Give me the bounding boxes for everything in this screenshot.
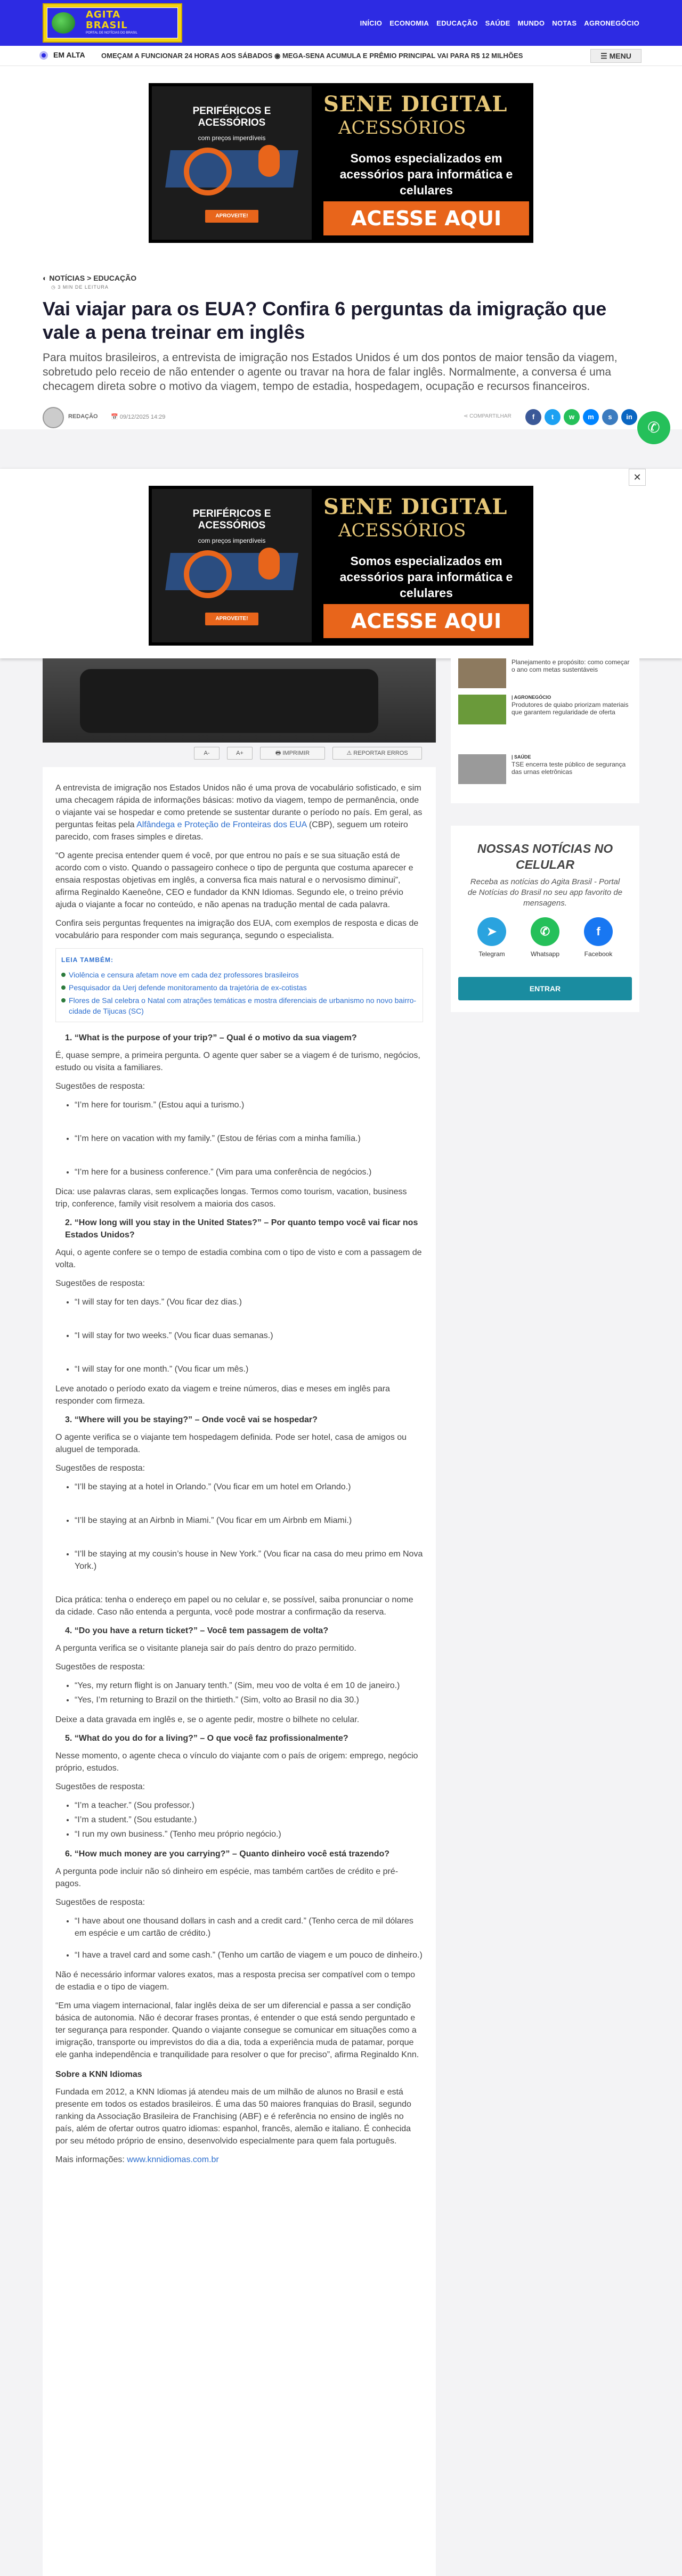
news-thumbnail <box>458 754 506 784</box>
sidebar-news-item[interactable] <box>458 695 634 727</box>
tip-paragraph: Dica: use palavras claras, sem explicações longas. Termos como tourism, vacation, business trip, conference, family visit resolvem a maioria dos casos. <box>55 1187 407 1209</box>
share-label: ⋖ COMPARTILHAR <box>464 413 512 419</box>
answer-item: • “I have about one thousand dollars in cash and a credit card.” (Tenho cerca de mil dólares em espécie e um cartão de crédito.) <box>75 1915 423 1939</box>
news-title[interactable]: Planejamento e propósito: como começar o ano com metas sustentáveis <box>512 658 630 673</box>
nav-item-agronegocio[interactable]: AGRONEGÓCIO <box>584 19 639 27</box>
more-info <box>55 2154 423 2166</box>
answer-list <box>75 1296 423 1375</box>
facebook-label[interactable]: Facebook <box>584 950 613 958</box>
sticky-mouse-image <box>258 548 280 580</box>
answer-list <box>75 1680 423 1706</box>
ad-left-button[interactable]: APROVEITE! <box>205 210 258 223</box>
top-ad-area <box>0 66 682 259</box>
answer-item: • “I will stay for two weeks.” (Vou ficar duas semanas.) <box>75 1330 423 1342</box>
menu-button[interactable]: ☰ MENU <box>590 49 642 63</box>
whatsapp-icon[interactable]: ✆ <box>531 917 559 946</box>
question-heading: 4. “Do you have a return ticket?” – Você tem passagem de volta? <box>65 1626 329 1635</box>
mobile-box-subtitle: Receba as notícias do Agita Brasil - Portal de Notícias do Brasil no seu app favorito de mensagens. <box>467 877 623 908</box>
sticky-ad-overlay <box>0 469 682 658</box>
answer-item: • “I’m here on vacation with my family.” (Estou de férias com a minha família.) <box>75 1132 423 1145</box>
article-header <box>0 259 682 429</box>
main-nav <box>360 19 639 27</box>
suggestions-label: Sugestões de resposta: <box>55 1782 145 1791</box>
about-paragraph: Fundada em 2012, a KNN Idiomas já atendeu mais de um milhão de alunos no Brasil e está presente em todos os estados brasileiros. É uma das 50 maiores franquias do Brasil, segundo ranking da Associação Brasileira de Franchising (ABF) e é referência no ensino de inglês no país, além de ofertar outros quatro idiomas: espanhol, francês, alemão e italiano. É conhecida por seu método próprio de ensino, desenvolvido especialmente para quem fala português. <box>55 2088 411 2146</box>
sticky-ad-brand: SENE DIGITAL <box>323 494 508 519</box>
telegram-icon[interactable]: ➤ <box>477 917 506 946</box>
report-error-button[interactable]: ⚠ REPORTAR ERROS <box>332 747 422 760</box>
logo-panel <box>47 7 178 38</box>
paragraph: Aqui, o agente confere se o tempo de estadia combina com o tipo de visto e com a passagem de volta. <box>55 1248 422 1269</box>
answer-item: • “I’m here for a business conference.” (Vim para uma conferência de negócios.) <box>75 1166 423 1178</box>
article-meta <box>43 407 639 424</box>
answer-list <box>75 1799 423 1840</box>
paragraph: A pergunta pode incluir não só dinheiro em espécie, mas também cartões de crédito e pré-pagos. <box>55 1867 399 1888</box>
question-heading: 3. “Where will you be staying?” – Onde você vai se hospedar? <box>65 1415 318 1424</box>
mouse-image <box>258 145 280 177</box>
sticky-headset-image <box>184 550 232 598</box>
read-time: ◷ 3 MIN DE LEITURA <box>51 284 109 290</box>
answer-item: • “I’m here for tourism.” (Estou aqui a turismo.) <box>75 1099 423 1111</box>
top-header <box>0 0 682 46</box>
read-time-text: 3 MIN DE LEITURA <box>58 284 109 290</box>
tip-paragraph: Leve anotado o período exato da viagem e treine números, dias e meses em inglês para responder com firmeza. <box>55 1384 390 1406</box>
answer-item: • “I’m a student.” (Sou estudante.) <box>75 1814 423 1826</box>
nav-item-economia[interactable]: ECONOMIA <box>389 19 429 27</box>
cbp-link[interactable]: Alfândega e Proteção de Fronteiras dos EUA <box>136 820 307 829</box>
close-icon[interactable]: ✕ <box>629 469 646 486</box>
trending-label-text: EM ALTA <box>53 51 85 59</box>
headset-image <box>184 148 232 195</box>
news-category: | AGRONEGÓCIO <box>512 695 551 700</box>
answer-item: • “I will stay for ten days.” (Vou ficar dez dias.) <box>75 1296 423 1308</box>
whatsapp-float-icon[interactable]: ✆ <box>637 411 670 444</box>
answer-item: • “Yes, my return flight is on January tenth.” (Sim, meu voo de volta é em 10 de janeiro.) <box>75 1680 423 1692</box>
suggestions-label: Sugestões de resposta: <box>55 1662 145 1672</box>
tip-paragraph: Dica prática: tenha o endereço em papel ou no celular e, se possível, saiba pronunciar o nome da cidade. Caso não entenda a pergunta, você pode mostrar a confirmação da reserva. <box>55 1595 413 1617</box>
paragraph-text: A entrevista de imigração nos Estados Unidos não é uma prova de vocabulário sofisticado, e sim uma checagem rápida de informações básicas: motivo da viagem, tempo de permanência, onde o viajante vai se hospedar e como pretende se sustentar durante o período no país. Em geral, as perguntas feitas pela <box>55 784 423 829</box>
sticky-ad-left-subtitle: com preços imperdíveis <box>198 537 266 544</box>
telegram-label[interactable]: Telegram <box>478 950 505 958</box>
ad-left-title: PERIFÉRICOS E ACESSÓRIOS <box>192 105 271 128</box>
tip-paragraph: Deixe a data gravada em inglês e, se o agente pedir, mostre o bilhete no celular. <box>55 1715 360 1724</box>
more-info-label: Mais informações: <box>55 2155 125 2164</box>
paragraph: Nesse momento, o agente checa o vínculo do viajante com o país de origem: emprego, negócio próprio, estudos. <box>55 1751 418 1773</box>
paragraph-text: (CBP), seguem um roteiro parecido, com frases simples e diretas. <box>55 820 408 842</box>
question-heading: 6. “How much money are you carrying?” – Quanto dinheiro você está trazendo? <box>65 1849 390 1858</box>
about-heading: Sobre a KNN Idiomas <box>55 2070 142 2079</box>
quote-paragraph: “Em uma viagem internacional, falar inglês deixa de ser um diferencial e passa a ser condição básica de autonomia. Não é decorar frases prontas, é entender o que está sendo perguntado e ter segurança para responder. Quando o viajante consegue se comunicar em situações como a imigração, transporte ou imprevistos do dia a dia, toda a experiência muda de patamar, porque ele ganha independência e tranquilidade para resolver o que for preciso”, afirma Reginaldo Knn. <box>55 2001 419 2059</box>
news-title[interactable]: TSE encerra teste público de segurança das urnas eletrônicas <box>512 761 626 776</box>
sticky-ad-brand-sub: ACESSÓRIOS <box>338 520 466 541</box>
top-ad-banner[interactable] <box>149 83 533 243</box>
answer-item: • “I run my own business.” (Tenho meu próprio negócio.) <box>75 1828 423 1840</box>
suggestions-label: Sugestões de resposta: <box>55 1464 145 1473</box>
answer-list <box>75 1099 423 1178</box>
globe-icon <box>52 12 75 34</box>
paragraph <box>55 782 423 843</box>
whatsapp-label[interactable]: Whatsapp <box>530 950 560 958</box>
answer-list <box>75 1481 423 1572</box>
logo-line1: AGITA <box>86 9 121 20</box>
linkedin-share-icon[interactable]: in <box>621 409 637 425</box>
trending-label <box>39 51 85 60</box>
nav-item-mundo[interactable]: MUNDO <box>517 19 545 27</box>
answer-item: • “Yes, I’m returning to Brazil on the thirtieth.” (Sim, volto ao Brasil no dia 30.) <box>75 1694 423 1706</box>
sidebar-news-item[interactable] <box>458 658 634 690</box>
messenger-share-icon[interactable]: m <box>583 409 599 425</box>
page-title: Vai viajar para os EUA? Confira 6 perguntas da imigração que vale a pena treinar em inglês <box>43 298 607 343</box>
question-heading: 5. “What do you do for a living?” – O que você faz profissionalmente? <box>65 1734 348 1743</box>
logo-tagline: PORTAL DE NOTÍCIAS DO BRASIL <box>86 31 137 35</box>
sidebar-news-item[interactable] <box>458 754 634 786</box>
trending-ticker <box>0 46 682 66</box>
skype-share-icon[interactable]: s <box>602 409 618 425</box>
news-category: | SAÚDE <box>512 754 531 760</box>
read-also-link[interactable]: Flores de Sal celebra o Natal com atrações temáticas e mostra diferenciais de urbanismo no novo bairro-cidade de Tijucas (SC) <box>61 995 417 1016</box>
sticky-ad-left-panel <box>152 489 312 642</box>
article-hero-image <box>43 658 436 743</box>
share-label-text: COMPARTILHAR <box>469 413 512 419</box>
print-button[interactable]: 🖶 IMPRIMIR <box>260 747 325 760</box>
twitter-share-icon[interactable]: t <box>545 409 561 425</box>
sticky-ad-tagline: Somos especializados em acessórios para informática e celulares <box>339 554 513 600</box>
suggestions-label: Sugestões de resposta: <box>55 1082 145 1091</box>
facebook-icon[interactable]: f <box>584 917 613 946</box>
article-toolbar <box>43 747 436 763</box>
whatsapp-share-icon[interactable]: w <box>564 409 580 425</box>
answer-item: • “I will stay for one month.” (Vou ficar um mês.) <box>75 1363 423 1375</box>
news-thumbnail <box>458 658 506 688</box>
news-title[interactable]: Produtores de quiabo priorizam materiais que garantem regularidade de oferta <box>512 701 629 716</box>
facebook-share-icon[interactable]: f <box>525 409 541 425</box>
answer-item: • “I have a travel card and some cash.” (Tenho um cartão de viagem e um pouco de dinheiro.) <box>75 1949 423 1961</box>
question-heading: 1. “What is the purpose of your trip?” – Qual é o motivo da sua viagem? <box>65 1033 357 1042</box>
nav-item-saude[interactable]: SAÚDE <box>485 19 510 27</box>
publish-date: 📅 09/12/2025 14:29 <box>111 414 166 420</box>
nav-item-notas[interactable]: NOTAS <box>552 19 577 27</box>
paragraph: “O agente precisa entender quem é você, por que entrou no país e se sua situação está de acordo com o visto. Quando o passageiro conhece o tipo de pergunta que costuma aparecer e ensaia respostas objetivas em inglês, a conversa fica mais natural e o nervosismo diminui”, afirma Reginaldo Kaeneône, CEO e fundador da KNN Idiomas. Segundo ele, o treino prévio ajuda o viajante a focar no conteúdo, e não apenas na tradução mental de cada palavra. <box>55 851 413 909</box>
answer-item: • “I’ll be staying at a hotel in Orlando.” (Vou ficar em um hotel em Orlando.) <box>75 1481 423 1493</box>
paragraph: O agente verifica se o viajante tem hospedagem definida. Pode ser hotel, casa de amigos ou aluguel de temporada. <box>55 1433 407 1454</box>
ad-left-subtitle: com preços imperdíveis <box>198 134 266 142</box>
article-body <box>43 767 436 2576</box>
read-also-link[interactable]: Pesquisador da Uerj defende monitoramento da trajetória de ex-cotistas <box>61 982 417 993</box>
suggestions-label: Sugestões de resposta: <box>55 1898 145 1907</box>
font-increase-button[interactable]: A+ <box>227 747 253 760</box>
read-also-link[interactable]: Violência e censura afetam nove em cada dez professores brasileiros <box>61 969 417 980</box>
paragraph: É, quase sempre, a primeira pergunta. O agente quer saber se a viagem é de turismo, negócios, estudo ou visita a familiares. <box>55 1051 420 1072</box>
read-also-box <box>55 948 423 1022</box>
knn-website-link[interactable]: www.knnidiomas.com.br <box>127 2155 219 2164</box>
backpack-image <box>80 669 378 733</box>
breadcrumb[interactable]: ◐ NOTÍCIAS > EDUCAÇÃO <box>43 274 137 282</box>
sidebar-news-list <box>451 658 639 803</box>
author-avatar[interactable] <box>43 407 64 428</box>
font-decrease-button[interactable]: A- <box>194 747 220 760</box>
tip-paragraph: Não é necessário informar valores exatos, mas a resposta precisa ser compatível com o tempo de estadia e o tipo de viagem. <box>55 1970 415 1992</box>
ad-brand: SENE DIGITAL <box>323 92 508 117</box>
publish-date-text: 09/12/2025 14:29 <box>119 414 166 420</box>
mobile-box-title: NOSSAS NOTÍCIAS NO CELULAR <box>477 842 613 871</box>
paragraph: Confira seis perguntas frequentes na imigração dos EUA, com exemplos de resposta e dicas de vocabulário para responder com mais segurança, segundo o especialista. <box>55 919 419 940</box>
answer-item: • “I’ll be staying at an Airbnb in Miami.” (Vou ficar em um Airbnb em Miami.) <box>75 1514 423 1527</box>
mobile-news-box <box>451 826 639 1012</box>
ad-brand-sub: ACESSÓRIOS <box>338 117 466 138</box>
answer-item: • “I’ll be staying at my cousin’s house in New York.” (Vou ficar na casa do meu primo em Nova York.) <box>75 1548 423 1572</box>
paragraph: A pergunta verifica se o visitante planeja sair do país dentro do prazo permitido. <box>55 1644 356 1653</box>
answer-item: • “I’m a teacher.” (Sou professor.) <box>75 1799 423 1812</box>
site-logo[interactable] <box>43 3 182 43</box>
pulse-icon <box>39 51 48 60</box>
nav-item-educacao[interactable]: EDUCAÇÃO <box>436 19 478 27</box>
logo-line2: BRASIL <box>86 20 128 31</box>
ad-cta-button[interactable]: ACESSE AQUI <box>323 201 529 235</box>
suggestions-label: Sugestões de resposta: <box>55 1279 145 1288</box>
ticker-headlines[interactable]: OMEÇAM A FUNCIONAR 24 HORAS AOS SÁBADOS ◉ MEGA-SENA ACUMULA E PRÊMIO PRINCIPAL VAI PARA R$ 12 MILHÕES <box>101 52 523 60</box>
sticky-ad-left-title: PERIFÉRICOS E ACESSÓRIOS <box>192 508 271 531</box>
article-excerpt: Para muitos brasileiros, a entrevista de imigração nos Estados Unidos é um dos pontos de maior tensão da viagem, sobretudo pelo receio de não entender o agente ou travar na hora de falar inglês. Normalmente, a conversa é uma checagem direta sobre o motivo da viagem, tempo de estadia, hospedagem, ocupação e recursos financeiros. <box>43 352 618 393</box>
question-heading: 2. “How long will you stay in the United States?” – Por quanto tempo você vai ficar nos Estados Unidos? <box>65 1218 418 1240</box>
author-name[interactable]: REDAÇÃO <box>68 413 98 420</box>
nav-item-inicio[interactable]: INÍCIO <box>360 19 383 27</box>
sticky-ad-cta-button[interactable]: ACESSE AQUI <box>323 604 529 638</box>
ad-tagline: Somos especializados em acessórios para informática e celulares <box>339 151 513 197</box>
answer-list <box>75 1915 423 1961</box>
news-thumbnail <box>458 695 506 724</box>
sticky-ad-banner[interactable] <box>149 486 533 646</box>
sticky-ad-left-button[interactable]: APROVEITE! <box>205 613 258 625</box>
enter-button[interactable]: ENTRAR <box>458 977 632 1000</box>
read-also-title: LEIA TAMBÉM: <box>61 956 113 964</box>
ad-left-panel <box>152 86 312 240</box>
